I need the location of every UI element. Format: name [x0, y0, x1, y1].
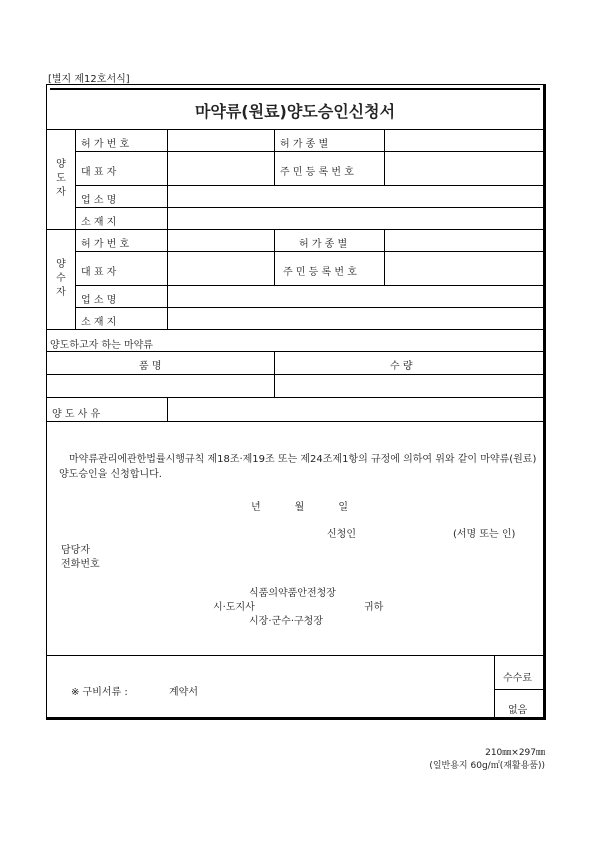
transferee-license-no-label: 허 가 번 호	[81, 239, 130, 250]
page-title: 마약류(원료)양도승인신청서	[194, 102, 396, 121]
drug-section-heading: 양도하고자 하는 마약류	[50, 340, 153, 351]
paper-size: 210㎜×297㎜	[485, 748, 545, 758]
phone-label: 전화번호	[61, 559, 100, 570]
application-statement: 마약류관리에관한법률시행규칙 제18조·제19조 또는 제24조제1항의 규정에 의하여 위와 같이 마약류(원료) 양도승인을 신청합니다.	[59, 454, 537, 480]
title-bar	[47, 85, 543, 130]
addressee-suffix: 귀하	[364, 602, 384, 613]
fee-label: 수수료	[503, 673, 532, 684]
manager-label: 담당자	[61, 545, 90, 556]
fee-value: 없음	[508, 705, 528, 716]
reason-label: 양 도 사 유	[52, 409, 101, 420]
transferor-license-no-label: 허 가 번 호	[81, 139, 130, 150]
transferor-license-type-label: 허 가 종 별	[280, 139, 329, 150]
transferee-resident-no-label: 주 민 등 록 번 호	[283, 267, 357, 278]
transferor-representative-field[interactable]	[168, 152, 273, 184]
applicant-label: 신청인	[327, 529, 356, 540]
transferor-resident-no-field[interactable]	[385, 152, 543, 184]
quantity-field[interactable]	[275, 375, 543, 396]
date-line: 년 월 일	[251, 502, 349, 513]
attachment-value: 계약서	[169, 687, 198, 698]
quantity-header: 수 량	[390, 361, 413, 372]
transferee-license-type-label: 허 가 종 별	[299, 239, 348, 250]
transferee-address-field[interactable]	[168, 308, 543, 328]
transferor-resident-no-label: 주 민 등 록 번 호	[280, 167, 354, 178]
paper-spec: (일반용지 60g/㎡(재활용품))	[429, 761, 545, 771]
transferee-representative-field[interactable]	[168, 252, 273, 284]
transferor-business-name-label: 업 소 명	[81, 195, 117, 206]
transferor-address-field[interactable]	[168, 208, 543, 228]
addressee-line3: 시장·군수·구청장	[249, 616, 323, 627]
reason-field[interactable]	[168, 398, 543, 420]
transferee-business-name-field[interactable]	[168, 286, 543, 306]
transferor-side-label: 양 도 자	[56, 159, 66, 198]
transferee-resident-no-field[interactable]	[385, 252, 543, 284]
addressee-line2: 시·도지사	[213, 602, 255, 613]
signature-label: (서명 또는 인)	[453, 529, 516, 540]
transferor-representative-label: 대 표 자	[81, 167, 117, 178]
attachment-label: ※ 구비서류 :	[71, 687, 128, 698]
transferor-address-label: 소 재 지	[81, 217, 117, 228]
transferee-business-name-label: 업 소 명	[81, 295, 117, 306]
transferee-representative-label: 대 표 자	[81, 267, 117, 278]
form-number: [별지 제12호서식]	[48, 74, 130, 85]
form-frame	[46, 84, 546, 720]
item-name-field[interactable]	[48, 375, 273, 396]
transferor-license-type-field[interactable]	[385, 130, 543, 150]
item-name-header: 품 명	[139, 361, 162, 372]
transferee-side-label: 양 수 자	[56, 259, 66, 298]
transferee-license-type-field[interactable]	[385, 230, 543, 250]
addressee-line1: 식품의약품안전청장	[249, 588, 336, 599]
transferor-business-name-field[interactable]	[168, 186, 543, 206]
transferee-license-no-field[interactable]	[168, 230, 273, 250]
transferor-license-no-field[interactable]	[168, 130, 273, 150]
transferee-address-label: 소 재 지	[81, 317, 117, 328]
